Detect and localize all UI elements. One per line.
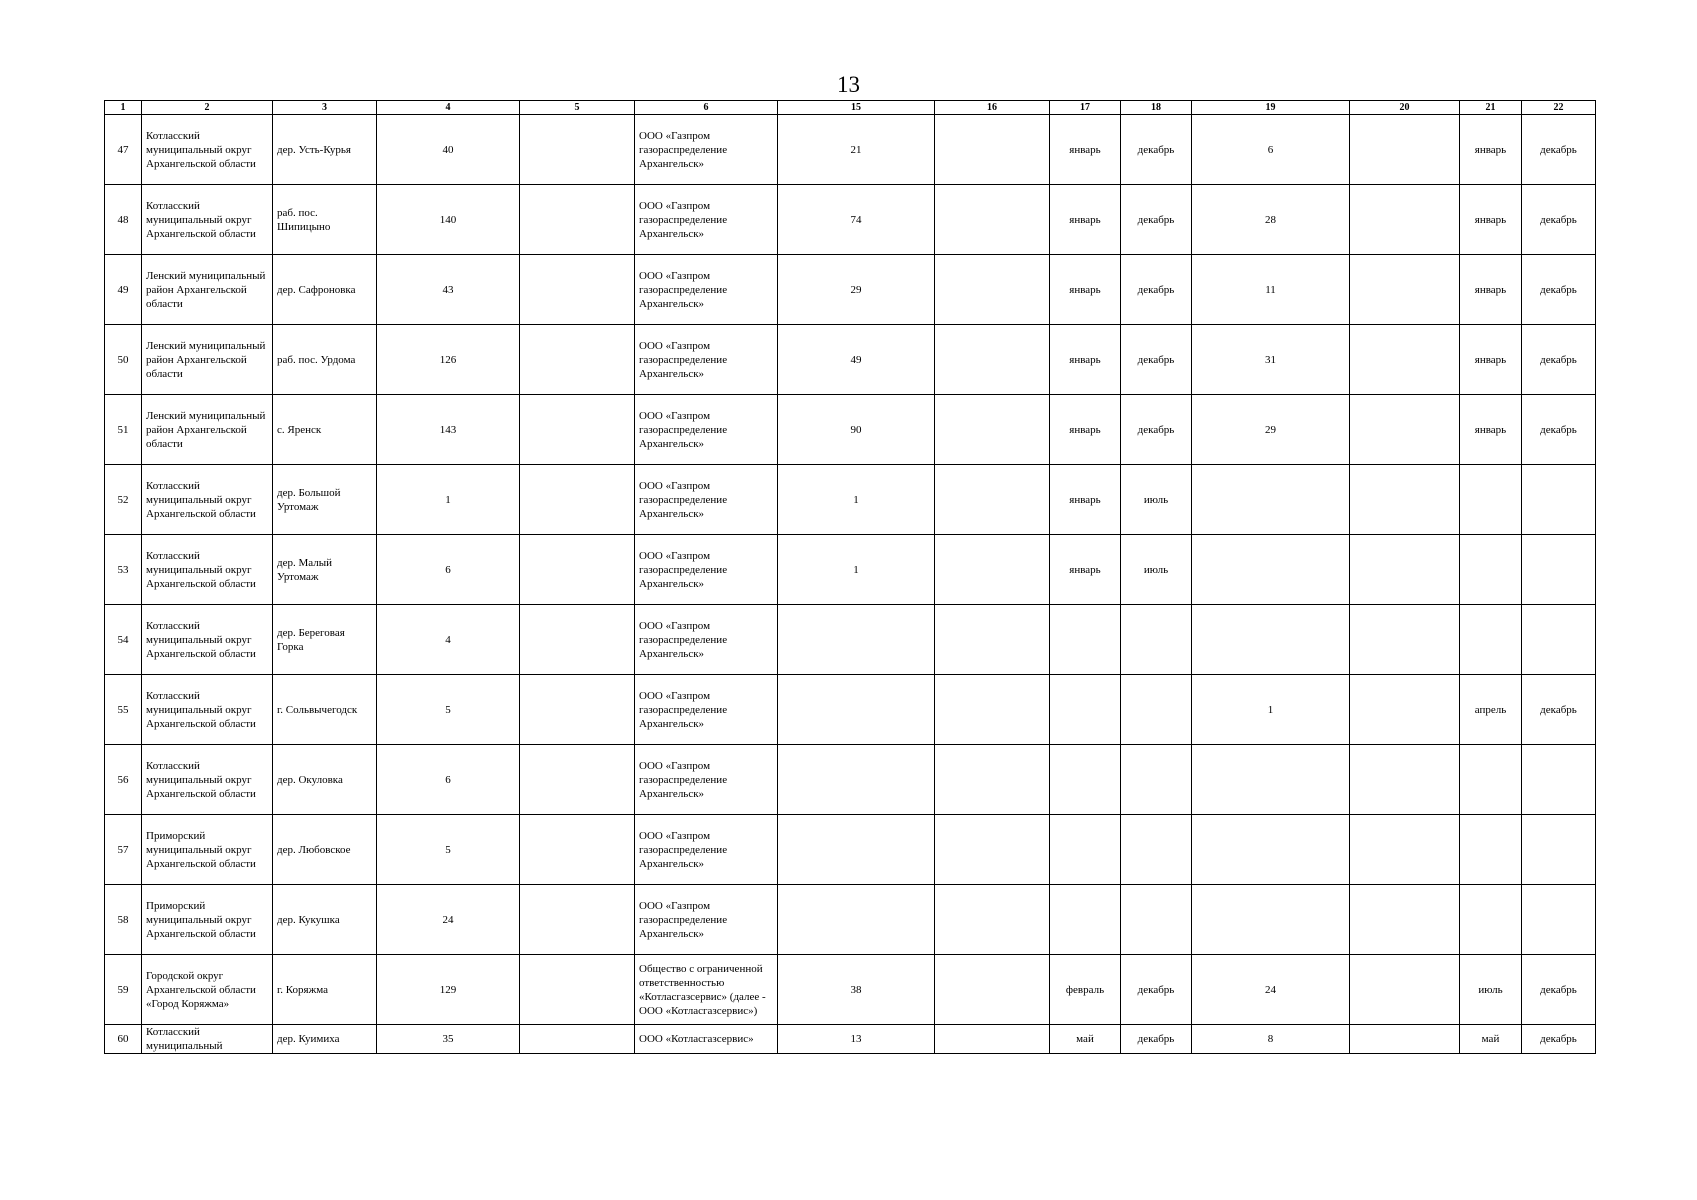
locality-cell: дер. Любовское — [273, 815, 377, 885]
data-table — [104, 100, 1596, 1054]
col-22-cell: декабрь — [1522, 675, 1596, 745]
district-cell: Котласский муниципальный округ Архангельской области — [142, 185, 273, 255]
col-15-cell: 74 — [778, 185, 935, 255]
col-22-cell: декабрь — [1522, 955, 1596, 1025]
col-5-cell — [520, 745, 635, 815]
col-22-cell: декабрь — [1522, 255, 1596, 325]
col-17-cell: январь — [1050, 115, 1121, 185]
col-16-cell — [935, 115, 1050, 185]
organization-cell: ООО «Газпром газораспределение Архангельск» — [635, 395, 778, 465]
col-18-cell: декабрь — [1121, 185, 1192, 255]
locality-cell: раб. пос. Шипицыно — [273, 185, 377, 255]
col-20-cell — [1350, 1025, 1460, 1054]
table-row — [105, 885, 1596, 955]
table-row — [105, 115, 1596, 185]
col-16-cell — [935, 955, 1050, 1025]
col-20-cell — [1350, 395, 1460, 465]
col-5-cell — [520, 115, 635, 185]
col-18-cell: июль — [1121, 535, 1192, 605]
col-16-cell — [935, 465, 1050, 535]
col-15-cell — [778, 745, 935, 815]
col-15-cell — [778, 605, 935, 675]
col-20-cell — [1350, 675, 1460, 745]
col-4-cell: 5 — [377, 815, 520, 885]
col-22-cell: декабрь — [1522, 1025, 1596, 1054]
col-16-cell — [935, 325, 1050, 395]
col-15-cell — [778, 815, 935, 885]
col-18-cell: декабрь — [1121, 1025, 1192, 1054]
row-number: 59 — [105, 955, 142, 1025]
col-19-cell: 29 — [1192, 395, 1350, 465]
col-18-cell: декабрь — [1121, 325, 1192, 395]
col-16-cell — [935, 535, 1050, 605]
organization-cell: ООО «Газпром газораспределение Архангельск» — [635, 255, 778, 325]
col-4-cell: 6 — [377, 535, 520, 605]
district-cell: Городской округ Архангельской области «Город Коряжма» — [142, 955, 273, 1025]
row-number: 50 — [105, 325, 142, 395]
district-cell: Ленский муниципальный район Архангельской области — [142, 255, 273, 325]
col-17-cell: февраль — [1050, 955, 1121, 1025]
col-5-cell — [520, 605, 635, 675]
col-17-cell: январь — [1050, 255, 1121, 325]
col-16-cell — [935, 885, 1050, 955]
table-row — [105, 1025, 1596, 1054]
organization-cell: ООО «Газпром газораспределение Архангельск» — [635, 325, 778, 395]
col-header: 16 — [935, 101, 1050, 115]
col-18-cell — [1121, 605, 1192, 675]
locality-cell: с. Яренск — [273, 395, 377, 465]
col-18-cell — [1121, 745, 1192, 815]
col-4-cell: 129 — [377, 955, 520, 1025]
col-header: 19 — [1192, 101, 1350, 115]
col-21-cell — [1460, 815, 1522, 885]
col-15-cell — [778, 675, 935, 745]
col-17-cell — [1050, 745, 1121, 815]
col-19-cell — [1192, 465, 1350, 535]
organization-cell: ООО «Газпром газораспределение Архангельск» — [635, 815, 778, 885]
col-18-cell: декабрь — [1121, 255, 1192, 325]
col-20-cell — [1350, 325, 1460, 395]
col-4-cell: 5 — [377, 675, 520, 745]
col-21-cell — [1460, 535, 1522, 605]
col-17-cell: январь — [1050, 395, 1121, 465]
locality-cell: дер. Окуловка — [273, 745, 377, 815]
locality-cell: дер. Кукушка — [273, 885, 377, 955]
col-5-cell — [520, 885, 635, 955]
col-20-cell — [1350, 885, 1460, 955]
col-17-cell: январь — [1050, 185, 1121, 255]
col-4-cell: 6 — [377, 745, 520, 815]
locality-cell: раб. пос. Урдома — [273, 325, 377, 395]
col-21-cell — [1460, 885, 1522, 955]
locality-cell: дер. Куимиха — [273, 1025, 377, 1054]
table-row — [105, 675, 1596, 745]
col-22-cell — [1522, 465, 1596, 535]
col-17-cell — [1050, 605, 1121, 675]
col-19-cell: 28 — [1192, 185, 1350, 255]
col-header: 17 — [1050, 101, 1121, 115]
col-18-cell: декабрь — [1121, 115, 1192, 185]
col-22-cell — [1522, 535, 1596, 605]
col-22-cell: декабрь — [1522, 325, 1596, 395]
district-cell: Ленский муниципальный район Архангельской области — [142, 395, 273, 465]
col-20-cell — [1350, 185, 1460, 255]
table-row — [105, 745, 1596, 815]
district-cell: Котласский муниципальный — [142, 1025, 273, 1054]
col-5-cell — [520, 1025, 635, 1054]
organization-cell: ООО «Газпром газораспределение Архангельск» — [635, 465, 778, 535]
row-number: 57 — [105, 815, 142, 885]
col-19-cell — [1192, 815, 1350, 885]
row-number: 51 — [105, 395, 142, 465]
col-15-cell: 1 — [778, 535, 935, 605]
col-20-cell — [1350, 815, 1460, 885]
col-21-cell: январь — [1460, 395, 1522, 465]
col-17-cell — [1050, 815, 1121, 885]
district-cell: Приморский муниципальный округ Архангельской области — [142, 815, 273, 885]
locality-cell: дер. Береговая Горка — [273, 605, 377, 675]
row-number: 54 — [105, 605, 142, 675]
col-18-cell — [1121, 885, 1192, 955]
col-4-cell: 43 — [377, 255, 520, 325]
row-number: 56 — [105, 745, 142, 815]
col-21-cell — [1460, 465, 1522, 535]
organization-cell: ООО «Газпром газораспределение Архангельск» — [635, 115, 778, 185]
col-20-cell — [1350, 605, 1460, 675]
organization-cell: ООО «Котласгазсервис» — [635, 1025, 778, 1054]
col-17-cell: январь — [1050, 465, 1121, 535]
district-cell: Котласский муниципальный округ Архангельской области — [142, 115, 273, 185]
organization-cell: ООО «Газпром газораспределение Архангельск» — [635, 185, 778, 255]
col-header: 2 — [142, 101, 273, 115]
header-row — [105, 101, 1596, 115]
col-17-cell — [1050, 885, 1121, 955]
col-5-cell — [520, 815, 635, 885]
col-17-cell: январь — [1050, 535, 1121, 605]
table-row — [105, 395, 1596, 465]
col-18-cell — [1121, 675, 1192, 745]
row-number: 60 — [105, 1025, 142, 1054]
col-19-cell: 31 — [1192, 325, 1350, 395]
col-20-cell — [1350, 465, 1460, 535]
col-21-cell: январь — [1460, 325, 1522, 395]
table-row — [105, 955, 1596, 1025]
col-19-cell: 24 — [1192, 955, 1350, 1025]
col-19-cell: 11 — [1192, 255, 1350, 325]
row-number: 55 — [105, 675, 142, 745]
col-5-cell — [520, 185, 635, 255]
organization-cell: Общество с ограниченной ответственностью «Котласгазсервис» (далее - ООО «Котласгазсервис») — [635, 955, 778, 1025]
organization-cell: ООО «Газпром газораспределение Архангельск» — [635, 605, 778, 675]
col-16-cell — [935, 815, 1050, 885]
col-22-cell: декабрь — [1522, 115, 1596, 185]
col-header: 22 — [1522, 101, 1596, 115]
table-row — [105, 325, 1596, 395]
col-5-cell — [520, 955, 635, 1025]
locality-cell: г. Сольвычегодск — [273, 675, 377, 745]
col-19-cell: 8 — [1192, 1025, 1350, 1054]
col-4-cell: 1 — [377, 465, 520, 535]
col-header: 3 — [273, 101, 377, 115]
col-21-cell: май — [1460, 1025, 1522, 1054]
col-22-cell — [1522, 605, 1596, 675]
col-15-cell: 90 — [778, 395, 935, 465]
col-21-cell — [1460, 605, 1522, 675]
col-15-cell: 49 — [778, 325, 935, 395]
col-16-cell — [935, 395, 1050, 465]
district-cell: Котласский муниципальный округ Архангельской области — [142, 535, 273, 605]
row-number: 53 — [105, 535, 142, 605]
col-15-cell: 13 — [778, 1025, 935, 1054]
col-16-cell — [935, 255, 1050, 325]
district-cell: Котласский муниципальный округ Архангельской области — [142, 745, 273, 815]
col-4-cell: 126 — [377, 325, 520, 395]
col-header: 5 — [520, 101, 635, 115]
col-19-cell: 6 — [1192, 115, 1350, 185]
col-header: 20 — [1350, 101, 1460, 115]
col-header: 18 — [1121, 101, 1192, 115]
table-row — [105, 605, 1596, 675]
col-17-cell — [1050, 675, 1121, 745]
col-header: 4 — [377, 101, 520, 115]
locality-cell: дер. Малый Уртомаж — [273, 535, 377, 605]
col-15-cell: 1 — [778, 465, 935, 535]
col-19-cell — [1192, 605, 1350, 675]
col-21-cell: июль — [1460, 955, 1522, 1025]
page-number: 13 — [837, 72, 860, 97]
col-16-cell — [935, 745, 1050, 815]
col-20-cell — [1350, 255, 1460, 325]
col-5-cell — [520, 465, 635, 535]
district-cell: Котласский муниципальный округ Архангельской области — [142, 465, 273, 535]
col-20-cell — [1350, 115, 1460, 185]
col-18-cell — [1121, 815, 1192, 885]
locality-cell: дер. Усть-Курья — [273, 115, 377, 185]
col-19-cell — [1192, 885, 1350, 955]
col-header: 6 — [635, 101, 778, 115]
col-21-cell: январь — [1460, 185, 1522, 255]
col-4-cell: 40 — [377, 115, 520, 185]
district-cell: Котласский муниципальный округ Архангельской области — [142, 605, 273, 675]
col-18-cell: декабрь — [1121, 955, 1192, 1025]
col-4-cell: 140 — [377, 185, 520, 255]
row-number: 49 — [105, 255, 142, 325]
col-20-cell — [1350, 745, 1460, 815]
row-number: 48 — [105, 185, 142, 255]
col-21-cell: январь — [1460, 115, 1522, 185]
col-16-cell — [935, 185, 1050, 255]
row-number: 47 — [105, 115, 142, 185]
organization-cell: ООО «Газпром газораспределение Архангельск» — [635, 745, 778, 815]
col-15-cell: 29 — [778, 255, 935, 325]
col-header: 21 — [1460, 101, 1522, 115]
col-5-cell — [520, 395, 635, 465]
table-row — [105, 465, 1596, 535]
col-18-cell: декабрь — [1121, 395, 1192, 465]
col-5-cell — [520, 255, 635, 325]
col-4-cell: 35 — [377, 1025, 520, 1054]
col-4-cell: 143 — [377, 395, 520, 465]
col-22-cell — [1522, 815, 1596, 885]
col-20-cell — [1350, 535, 1460, 605]
col-21-cell: январь — [1460, 255, 1522, 325]
col-17-cell: январь — [1050, 325, 1121, 395]
locality-cell: дер. Большой Уртомаж — [273, 465, 377, 535]
locality-cell: г. Коряжма — [273, 955, 377, 1025]
row-number: 58 — [105, 885, 142, 955]
col-19-cell — [1192, 745, 1350, 815]
col-21-cell — [1460, 745, 1522, 815]
table-row — [105, 815, 1596, 885]
col-15-cell: 21 — [778, 115, 935, 185]
district-cell: Приморский муниципальный округ Архангельской области — [142, 885, 273, 955]
col-header: 1 — [105, 101, 142, 115]
col-17-cell: май — [1050, 1025, 1121, 1054]
col-19-cell — [1192, 535, 1350, 605]
col-15-cell: 38 — [778, 955, 935, 1025]
district-cell: Ленский муниципальный район Архангельской области — [142, 325, 273, 395]
col-18-cell: июль — [1121, 465, 1192, 535]
col-15-cell — [778, 885, 935, 955]
district-cell: Котласский муниципальный округ Архангельской области — [142, 675, 273, 745]
organization-cell: ООО «Газпром газораспределение Архангельск» — [635, 535, 778, 605]
col-header: 15 — [778, 101, 935, 115]
table-row — [105, 185, 1596, 255]
col-5-cell — [520, 675, 635, 745]
col-22-cell — [1522, 885, 1596, 955]
locality-cell: дер. Сафроновка — [273, 255, 377, 325]
col-22-cell: декабрь — [1522, 395, 1596, 465]
col-22-cell — [1522, 745, 1596, 815]
table-row — [105, 535, 1596, 605]
col-4-cell: 24 — [377, 885, 520, 955]
col-5-cell — [520, 325, 635, 395]
col-16-cell — [935, 605, 1050, 675]
organization-cell: ООО «Газпром газораспределение Архангельск» — [635, 675, 778, 745]
col-20-cell — [1350, 955, 1460, 1025]
table-row — [105, 255, 1596, 325]
col-4-cell: 4 — [377, 605, 520, 675]
col-21-cell: апрель — [1460, 675, 1522, 745]
col-5-cell — [520, 535, 635, 605]
row-number: 52 — [105, 465, 142, 535]
organization-cell: ООО «Газпром газораспределение Архангельск» — [635, 885, 778, 955]
col-16-cell — [935, 1025, 1050, 1054]
col-22-cell: декабрь — [1522, 185, 1596, 255]
col-16-cell — [935, 675, 1050, 745]
col-19-cell: 1 — [1192, 675, 1350, 745]
